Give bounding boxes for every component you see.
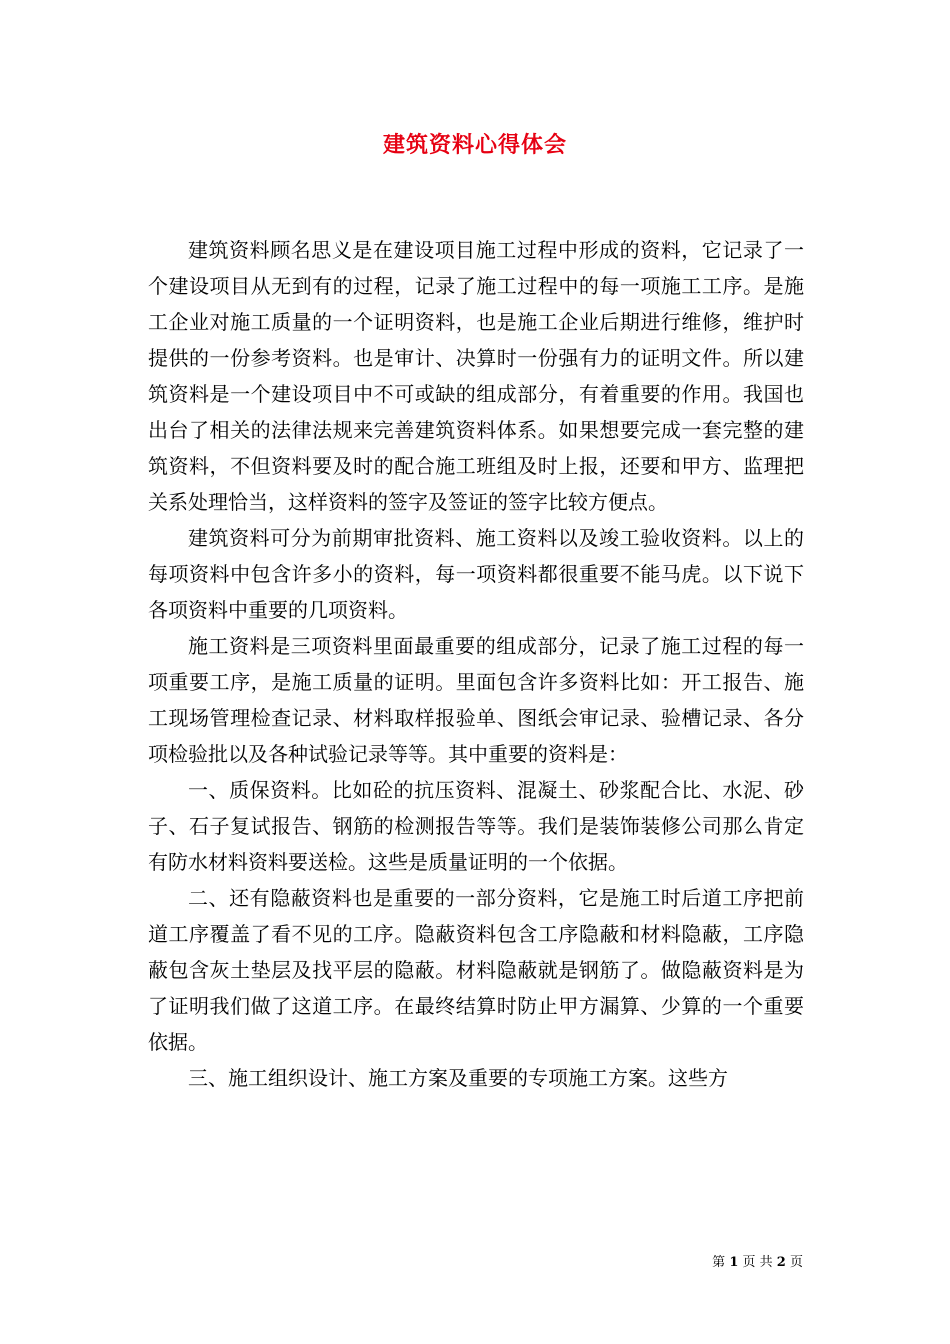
paragraph: 一、质保资料。比如砼的抗压资料、混凝土、砂浆配合比、水泥、砂子、石子复试报告、钢筋的检测报告等等。我们是装饰装修公司那么肯定有防水材料资料要送检。这些是质量证明的一个依据。 bbox=[148, 778, 804, 874]
paragraph: 施工资料是三项资料里面最重要的组成部分，记录了施工过程的每一项重要工序，是施工质量的证明。里面包含许多资料比如：开工报告、施工现场管理检查记录、材料取样报验单、图纸会审记录、验槽记录、各分项检验批以及各种试验记录等等。其中重要的资料是： bbox=[148, 634, 804, 766]
footer-middle: 页 共 bbox=[742, 1255, 773, 1270]
page-number-footer bbox=[712, 1251, 803, 1270]
paragraph: 建筑资料可分为前期审批资料、施工资料以及竣工验收资料。以上的每项资料中包含许多小的资料，每一项资料都很重要不能马虎。以下说下各项资料中重要的几项资料。 bbox=[148, 526, 804, 622]
document-body bbox=[148, 232, 804, 1096]
paragraph: 二、还有隐蔽资料也是重要的一部分资料，它是施工时后道工序把前道工序覆盖了看不见的工序。隐蔽资料包含工序隐蔽和材料隐蔽，工序隐蔽包含灰土垫层及找平层的隐蔽。材料隐蔽就是钢筋了。做隐蔽资料是为了证明我们做了这道工序。在最终结算时防止甲方漏算、少算的一个重要依据。 bbox=[148, 886, 804, 1054]
paragraph: 三、施工组织设计、施工方案及重要的专项施工方案。这些方 bbox=[188, 1066, 728, 1090]
document-title: 建筑资料心得体会 bbox=[382, 132, 567, 158]
paragraph: 建筑资料顾名思义是在建设项目施工过程中形成的资料，它记录了一个建设项目从无到有的过程，记录了施工过程中的每一项施工工序。是施工企业对施工质量的一个证明资料，也是施工企业后期进行维修，维护时提供的一份参考资料。也是审计、决算时一份强有力的证明文件。所以建筑资料是一个建设项目中不可或缺的组成部分，有着重要的作用。我国也出台了相关的法律法规来完善建筑资料体系。如果想要完成一套完整的建筑资料，不但资料要及时的配合施工班组及时上报，还要和甲方、监理把关系处理恰当，这样资料的签字及签证的签字比较方便点。 bbox=[148, 238, 804, 514]
current-page-number: 1 bbox=[729, 1255, 739, 1270]
footer-prefix: 第 bbox=[712, 1255, 726, 1270]
total-pages-number: 2 bbox=[776, 1255, 786, 1270]
footer-suffix: 页 bbox=[789, 1255, 803, 1270]
